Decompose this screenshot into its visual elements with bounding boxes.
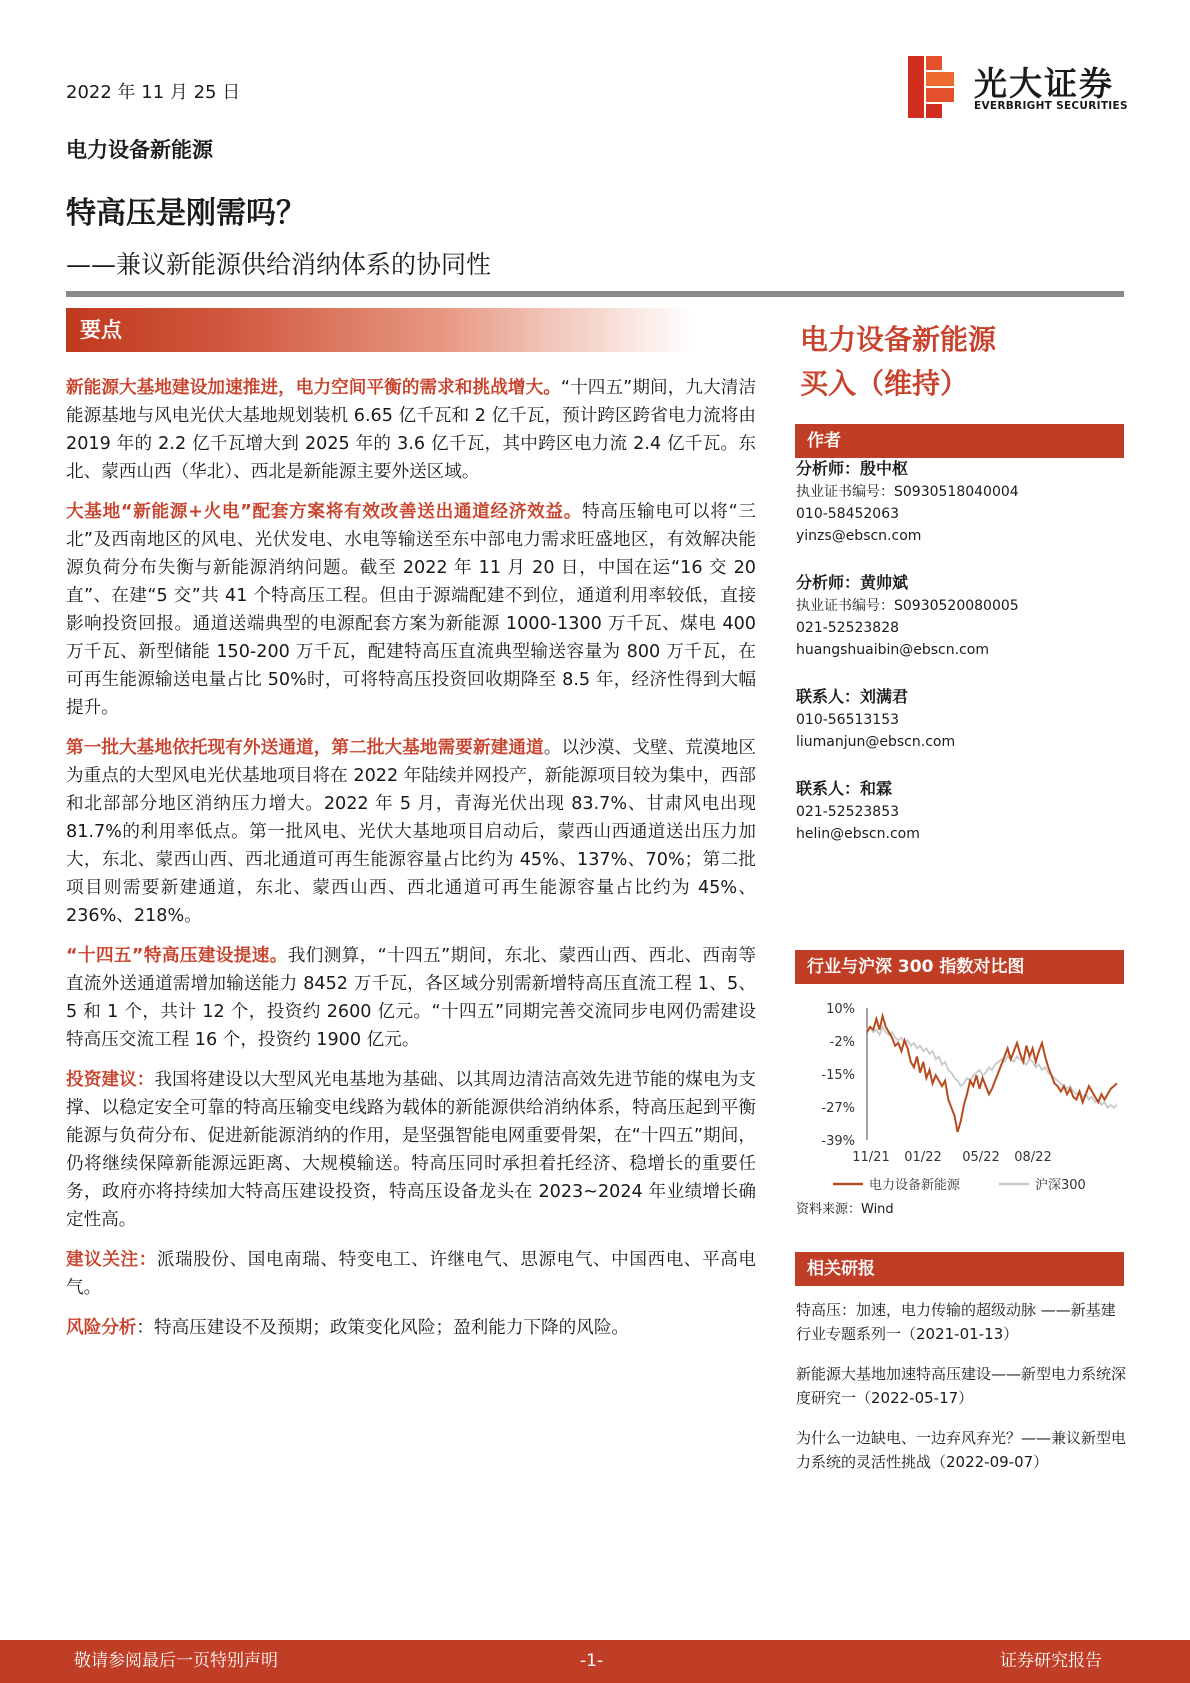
logo-en: EVERBRIGHT SECURITIES bbox=[974, 100, 1128, 112]
author-name: 分析师：黄帅斌 bbox=[796, 573, 909, 592]
author-email[interactable]: yinzs@ebscn.com bbox=[796, 528, 922, 544]
paragraph-lead: 第一批大基地依托现有外送通道，第二批大基地需要新建通道 bbox=[66, 738, 544, 758]
authors-list bbox=[796, 457, 1126, 869]
contact-email[interactable]: liumanjun@ebscn.com bbox=[796, 734, 956, 750]
paragraph bbox=[66, 734, 756, 930]
paragraph-body: “十四五”期间，九大清洁能源基地与风电光伏大基地规划装机 6.65 亿千瓦和 2 亿千瓦，预计跨区跨省电力流将由 2019 年的 2.2 亿千瓦增大到 2025 年的 3.6 亿千瓦，其中跨区电力流 2.4 亿千瓦。东北、蒙西山西（华北）、西北是新能源主要外送区域。 bbox=[66, 378, 756, 482]
paragraph bbox=[66, 1066, 756, 1234]
related-report-link[interactable]: 特高压：加速，电力传输的超级动脉 ——新基建行业专题系列一（2021-01-13） bbox=[796, 1301, 1116, 1343]
paragraph-body: 。以沙漠、戈壁、荒漠地区为重点的大型风电光伏基地项目将在 2022 年陆续并网投产，新能源项目较为集中，西部和北部部分地区消纳压力增大。2022 年 5 月，青海光伏出现 83.7%、甘肃风电出现 81.7%的利用率低点。第一批风电、光伏大基地项目启动后，蒙西山西通道送出压力加大，东北、蒙西山西、西北通道可再生能源容量占比约为 45%、137%、70%；第二批项目则需要新建通道，东北、蒙西山西、西北通道可再生能源容量占比约为 45%、236%、218%。 bbox=[66, 738, 756, 926]
author-phone: 021-52523828 bbox=[796, 620, 900, 636]
paragraph-lead: 风险分析 bbox=[66, 1318, 137, 1338]
author-entry bbox=[796, 571, 1126, 661]
footer-disclaimer: 敬请参阅最后一页特别声明 bbox=[74, 1651, 278, 1671]
paragraph-body: 我国将建设以大型风光电基地为基础、以其周边清洁高效先进节能的煤电为支撑、以稳定安全可靠的特高压输变电线路为载体的新能源供给消纳体系，特高压起到平衡能源与负荷分布、促进新能源消纳的作用，是坚强智能电网重要骨架，在“十四五”期间，仍将继续保障新能源远距离、大规模输送。特高压同时承担着托经济、稳增长的重要任务，政府亦将持续加大特高压建设投资，特高压设备龙头在 2023~2024 年业绩增长确定性高。 bbox=[66, 1070, 756, 1230]
author-phone: 010-58452063 bbox=[796, 506, 900, 522]
contact-phone: 010-56513153 bbox=[796, 712, 900, 728]
chart-source: 资料来源：Wind bbox=[796, 1202, 894, 1217]
paragraph bbox=[66, 374, 756, 486]
authors-heading: 作者 bbox=[795, 424, 1124, 458]
y-tick-label: -39% bbox=[821, 1134, 855, 1149]
paragraph-body: 我们测算，“十四五”期间，东北、蒙西山西、西北、西南等直流外送通道需增加输送能力 8452 万千瓦，各区域分别需新增特高压直流工程 1、5、5 和 1 个，共计 12 个，投资约 2600 亿元。“十四五”同期完善交流同步电网仍需建设特高压交流工程 16 个，投资约 1900 亿元。 bbox=[66, 946, 756, 1050]
related-reports-list bbox=[796, 1298, 1126, 1490]
related-report-link[interactable]: 新能源大基地加速特高压建设——新型电力系统深度研究一（2022-05-17） bbox=[796, 1365, 1127, 1407]
related-report-link[interactable]: 为什么一边缺电、一边弃风弃光？——兼议新型电力系统的灵活性挑战（2022-09-07） bbox=[796, 1429, 1127, 1471]
x-tick-label: 08/22 bbox=[1014, 1150, 1052, 1165]
related-reports-heading: 相关研报 bbox=[795, 1252, 1124, 1286]
company-logo bbox=[908, 56, 1128, 118]
contact-email[interactable]: helin@ebscn.com bbox=[796, 826, 920, 842]
report-date: 2022 年 11 月 25 日 bbox=[66, 82, 241, 103]
page-footer bbox=[0, 1640, 1190, 1683]
chart-svg bbox=[795, 992, 1124, 1192]
author-license: 执业证书编号：S0930520080005 bbox=[796, 598, 1019, 614]
paragraph bbox=[66, 942, 756, 1054]
logo-cn: 光大证券 bbox=[974, 64, 1114, 103]
author-license: 执业证书编号：S0930518040004 bbox=[796, 484, 1019, 500]
author-entry bbox=[796, 457, 1126, 547]
keypoints-body bbox=[66, 374, 756, 1354]
report-subtitle: ——兼议新能源供给消纳体系的协同性 bbox=[66, 250, 492, 279]
paragraph bbox=[66, 498, 756, 722]
contact-phone: 021-52523853 bbox=[796, 804, 900, 820]
author-email[interactable]: huangshuaibin@ebscn.com bbox=[796, 642, 989, 658]
index-comparison-chart bbox=[795, 992, 1124, 1212]
paragraph-body: 派瑞股份、国电南瑞、特变电工、许继电气、思源电气、中国西电、平高电气。 bbox=[66, 1250, 756, 1298]
rating: 买入（维持） bbox=[800, 367, 969, 400]
report-sector: 电力设备新能源 bbox=[66, 138, 213, 162]
paragraph-lead: 建议关注： bbox=[66, 1250, 157, 1270]
sidebar-sector: 电力设备新能源 bbox=[800, 323, 997, 356]
paragraph-body: 特高压输电可以将“三北”及西南地区的风电、光伏发电、水电等输送至东中部电力需求旺盛地区，有效解决能源负荷分布失衡与新能源消纳问题。截至 2022 年 11 月 20 日，中国在运“16 交 20 直”、在建“5 交”共 41 个特高压工程。但由于源端配建不到位，通道利用率较低，直接影响投资回报。通道送端典型的电源配套方案为新能源 1000-1300 万千瓦、煤电 400 万千瓦、新型储能 150-200 万千瓦，配建特高压直流典型输送容量为 800 万千瓦，在可再生能源输送电量占比 50%时，可将特高压投资回收期降至 8.5 年，经济性得到大幅提升。 bbox=[66, 502, 756, 718]
x-tick-label: 11/21 bbox=[852, 1150, 890, 1165]
keypoints-heading: 要点 bbox=[66, 308, 692, 352]
paragraph-lead: 新能源大基地建设加速推进，电力空间平衡的需求和挑战增大。 bbox=[66, 378, 561, 398]
y-tick-label: -15% bbox=[821, 1068, 855, 1083]
paragraph bbox=[66, 1314, 756, 1342]
footer-report-type: 证券研究报告 bbox=[1000, 1651, 1102, 1671]
contact-name: 联系人：刘满君 bbox=[796, 687, 909, 706]
legend-label: 沪深300 bbox=[1035, 1178, 1086, 1192]
paragraph-lead: 投资建议： bbox=[66, 1070, 155, 1090]
legend-label: 电力设备新能源 bbox=[869, 1178, 961, 1192]
y-tick-label: 10% bbox=[826, 1002, 855, 1017]
x-tick-label: 01/22 bbox=[904, 1150, 942, 1165]
title-divider bbox=[66, 291, 1124, 297]
paragraph bbox=[66, 1246, 756, 1302]
y-tick-label: -2% bbox=[829, 1035, 855, 1050]
report-title: 特高压是刚需吗？ bbox=[66, 196, 306, 231]
chart-legend bbox=[833, 1177, 1086, 1192]
y-tick-label: -27% bbox=[821, 1101, 855, 1116]
everbright-logo-icon bbox=[908, 56, 958, 118]
x-tick-label: 05/22 bbox=[962, 1150, 1000, 1165]
page-number: -1- bbox=[580, 1651, 604, 1671]
paragraph-body: ：特高压建设不及预期；政策变化风险；盈利能力下降的风险。 bbox=[136, 1318, 630, 1338]
contact-entry bbox=[796, 685, 1126, 753]
chart-heading: 行业与沪深 300 指数对比图 bbox=[795, 950, 1124, 984]
contact-entry bbox=[796, 777, 1126, 845]
paragraph-lead: “十四五”特高压建设提速。 bbox=[66, 946, 288, 966]
series-line-power-equipment bbox=[867, 1016, 1117, 1132]
author-name: 分析师：殷中枢 bbox=[796, 459, 909, 478]
paragraph-lead: 大基地“新能源+火电”配套方案将有效改善送出通道经济效益。 bbox=[66, 502, 583, 522]
contact-name: 联系人：和霖 bbox=[796, 779, 893, 798]
